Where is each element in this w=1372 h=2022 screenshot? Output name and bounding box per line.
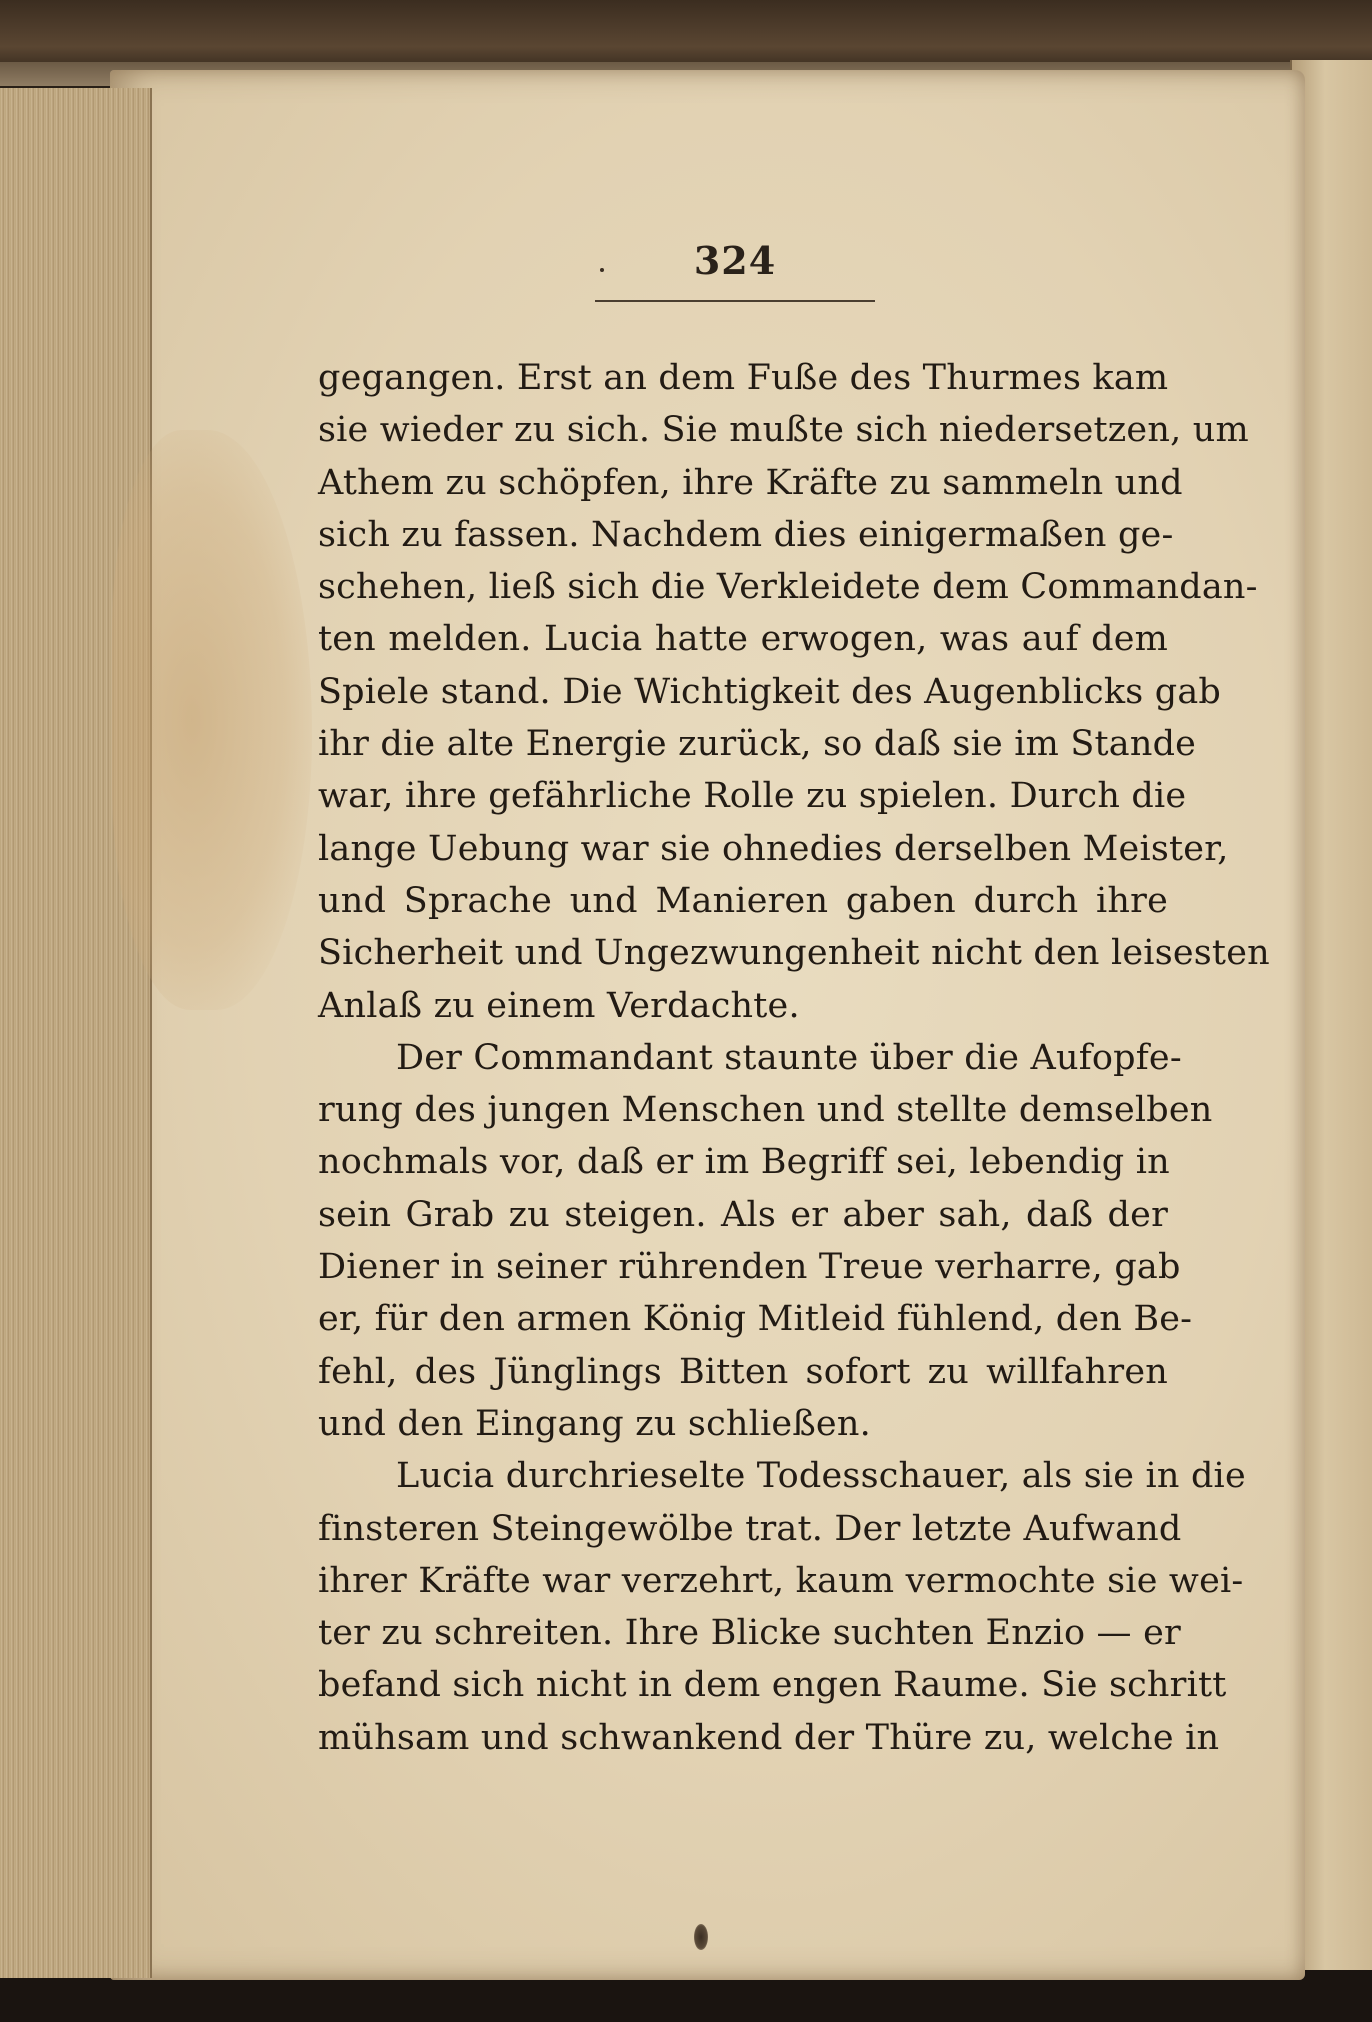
text-line: ihr die alte Energie zurück, so daß sie im Stande (318, 724, 1197, 765)
text-line: befand sich nicht in dem engen Raume. Sie schritt (318, 1665, 1227, 1706)
ink-dot (600, 268, 604, 272)
text-line: und Sprache und Manieren gaben durch ihre (318, 880, 1168, 921)
body-text (318, 352, 1270, 1764)
text-line: sich zu fassen. Nachdem dies einigermaßen ge- (318, 514, 1174, 555)
text-line: ten melden. Lucia hatte erwogen, was auf dem (318, 619, 1168, 660)
text-line: er, für den armen König Mitleid fühlend, den Be- (318, 1299, 1193, 1340)
text-line: und den Eingang zu schließen. (318, 1403, 871, 1444)
text-line: Anlaß zu einem Verdachte. (318, 985, 800, 1026)
text-line: Lucia durchrieselte Todesschauer, als sie in die (396, 1456, 1246, 1497)
page-header (595, 238, 875, 308)
text-line: rung des jungen Menschen und stellte demselben (318, 1090, 1213, 1131)
text-line: ter zu schreiten. Ihre Blicke suchten Enzio — er (318, 1613, 1181, 1654)
ink-blot (694, 1924, 708, 1950)
text-line: mühsam und schwankend der Thüre zu, welche in (318, 1717, 1220, 1758)
page-stack-edge (0, 88, 152, 1978)
text-line: Diener in seiner rührenden Treue verharre, gab (318, 1247, 1181, 1288)
text-line: nochmals vor, daß er im Begriff sei, lebendig in (318, 1142, 1170, 1183)
text-line: Der Commandant staunte über die Aufopfe- (396, 1037, 1182, 1078)
text-line: war, ihre gefährliche Rolle zu spielen. Durch die (318, 776, 1187, 817)
page-number: 324 (693, 238, 777, 283)
text-line: schehen, ließ sich die Verkleidete dem Commandan- (318, 567, 1258, 608)
text-line: sein Grab zu steigen. Als er aber sah, daß der (318, 1194, 1168, 1235)
text-line: finsteren Steingewölbe trat. Der letzte Aufwand (318, 1508, 1182, 1549)
text-line: fehl, des Jünglings Bitten sofort zu willfahren (318, 1351, 1168, 1392)
text-line: ihrer Kräfte war verzehrt, kaum vermochte sie wei- (318, 1560, 1244, 1601)
header-rule (595, 300, 875, 302)
text-line: gegangen. Erst an dem Fuße des Thurmes kam (318, 358, 1169, 398)
text-line: Spiele stand. Die Wichtigkeit des Augenblicks gab (318, 671, 1222, 712)
text-line: sie wieder zu sich. Sie mußte sich niedersetzen, um (318, 410, 1249, 451)
text-line: Athem zu schöpfen, ihre Kräfte zu sammeln und (318, 462, 1183, 503)
text-line: lange Uebung war sie ohnedies derselben Meister, (318, 828, 1229, 869)
text-line: Sicherheit und Ungezwungenheit nicht den leisesten (318, 933, 1270, 974)
